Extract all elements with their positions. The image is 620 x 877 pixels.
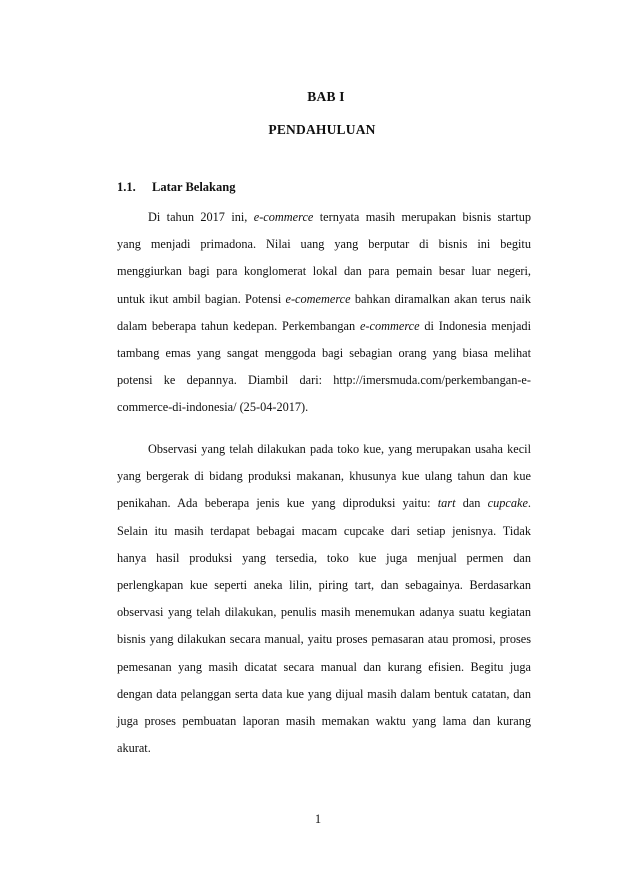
- italic-term: e-comemerce: [285, 291, 351, 306]
- chapter-number: BAB I: [307, 89, 345, 104]
- paragraph-line: hanya hasil produksi yang tersedia, toko kue juga menjual permen dan: [117, 550, 531, 565]
- section-heading: [117, 180, 235, 195]
- section-title: Latar Belakang: [152, 180, 236, 194]
- paragraph-line: perlengkapan kue seperti aneka lilin, piring tart, dan sebagainya. Berdasarkan: [117, 577, 531, 592]
- paragraph-line: [117, 204, 531, 231]
- paragraph-1: [117, 204, 531, 422]
- paragraph-line: potensi ke depannya. Diambil dari: http://imersmuda.com/perkembangan-e-: [117, 373, 531, 388]
- text-run: Di tahun 2017 ini,: [148, 210, 254, 224]
- paragraph-line: yang bergerak di bidang produksi makanan, khusunya kue ulang tahun dan kue: [117, 469, 531, 484]
- paragraph-line: commerce-di-indonesia/ (25-04-2017).: [117, 400, 309, 415]
- chapter-title: PENDAHULUAN: [268, 122, 376, 137]
- paragraph-line: menggiurkan bagi para konglomerat lokal dan para pemain besar luar negeri,: [117, 264, 531, 279]
- paragraph-line: dengan data pelanggan serta data kue yang dijual masih dalam bentuk catatan, dan: [117, 686, 531, 701]
- paragraph-line: [117, 286, 531, 313]
- italic-term: cupcake: [487, 496, 528, 511]
- paragraph-line: juga proses pembuatan laporan masih memakan waktu yang lama dan kurang: [117, 713, 531, 728]
- text-run: bahkan diramalkan akan terus naik: [350, 291, 531, 306]
- paragraph-line: [117, 313, 531, 340]
- page-number: 1: [314, 812, 322, 826]
- italic-term: e-commerce: [253, 210, 314, 224]
- text-run: ternyata masih merupakan bisnis startup: [313, 210, 531, 224]
- paragraph-line: akurat.: [117, 741, 151, 756]
- italic-term: tart: [437, 496, 456, 511]
- italic-term: e-commerce: [359, 318, 420, 333]
- text-run: di Indonesia menjadi: [419, 318, 531, 333]
- text-run: untuk ikut ambil bagian. Potensi: [117, 291, 286, 306]
- paragraph-line: bisnis yang dilakukan secara manual, yaitu proses pemasaran atau promosi, proses: [117, 632, 531, 647]
- text-run: dan: [455, 496, 488, 511]
- paragraph-line: [117, 490, 531, 517]
- paragraph-2: [117, 436, 531, 762]
- paragraph-line: yang menjadi primadona. Nilai uang yang berputar di bisnis ini begitu: [117, 237, 531, 252]
- section-number: 1.1.: [117, 180, 136, 194]
- text-run: .: [527, 496, 531, 511]
- paragraph-line: pemesanan yang masih dicatat secara manual dan kurang efisien. Begitu juga: [117, 659, 531, 674]
- text-run: dalam beberapa tahun kedepan. Perkembangan: [117, 318, 360, 333]
- paragraph-line: tambang emas yang sangat menggoda bagi sebagian orang yang biasa melihat: [117, 345, 531, 360]
- paragraph-line: Observasi yang telah dilakukan pada toko kue, yang merupakan usaha kecil: [148, 442, 531, 456]
- paragraph-line: observasi yang telah dilakukan, penulis masih menemukan adanya suatu kegiatan: [117, 605, 531, 620]
- text-run: penikahan. Ada beberapa jenis kue yang diproduksi yaitu:: [117, 496, 438, 511]
- paragraph-line: Selain itu masih terdapat bebagai macam cupcake dari setiap jenisnya. Tidak: [117, 523, 531, 538]
